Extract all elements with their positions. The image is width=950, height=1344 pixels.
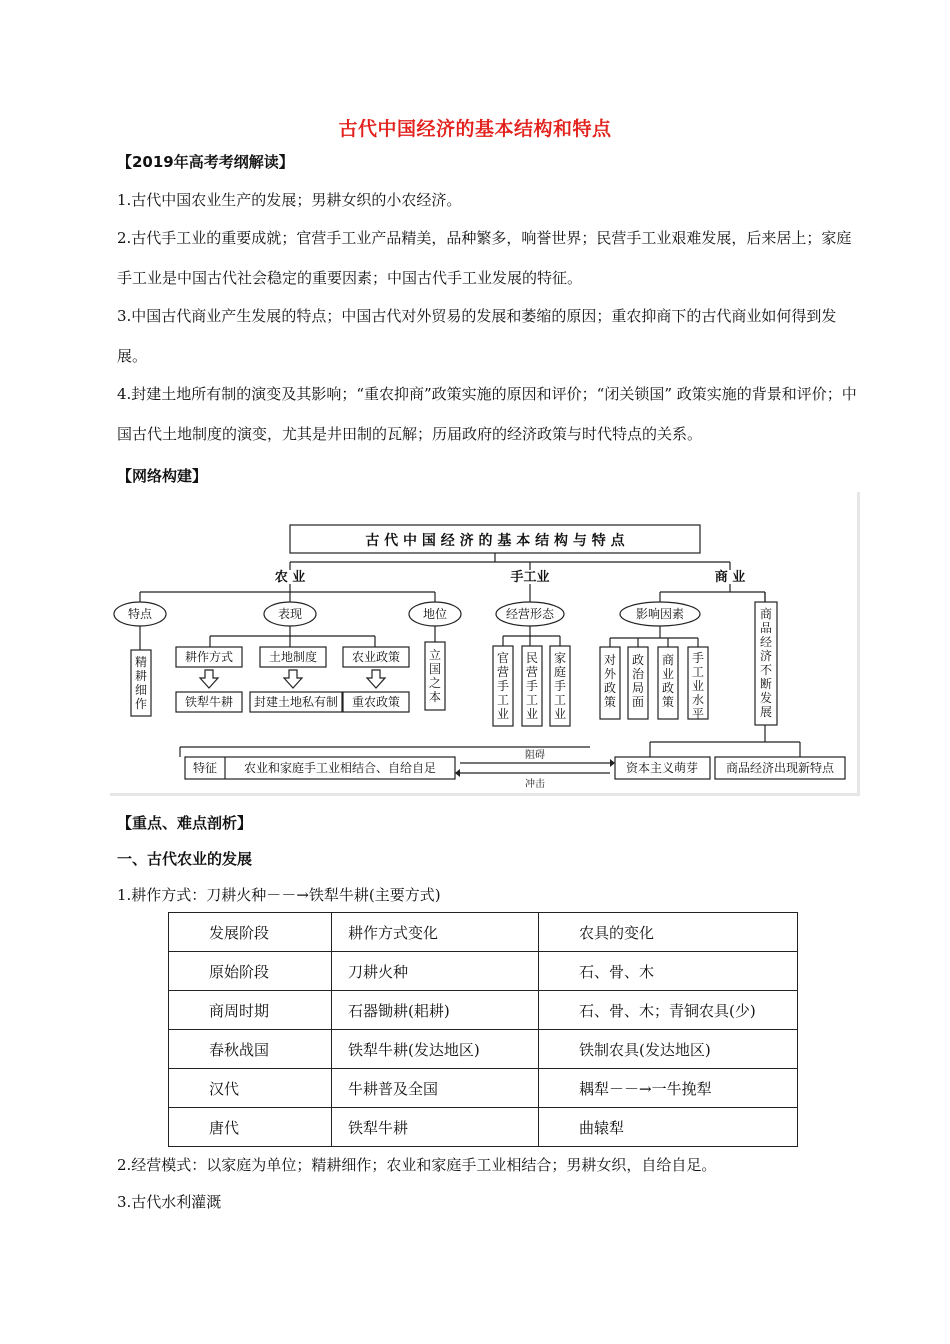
outline-item-2: [117, 218, 865, 298]
diagram-title: 古 代 中 国 经 济 的 基 本 结 构 与 特 点: [365, 533, 625, 549]
table-header-cell: 发展阶段: [169, 913, 332, 952]
table-row: [169, 1108, 798, 1147]
oval-management: 经营形态: [505, 607, 555, 621]
branch-commerce: 商 业: [714, 570, 746, 585]
table-cell: 唐代: [169, 1108, 332, 1147]
economy-structure-diagram: [110, 492, 860, 796]
oval-performance: 表现: [277, 607, 303, 621]
arrow-impact: 冲击: [525, 779, 545, 790]
table-cell: 春秋战国: [169, 1030, 332, 1069]
outline-item-4-text: 4.封建土地所有制的演变及其影响；“重农抑商”政策实施的原因和评价；“闭关锁国” 政策实施的背景和评价；中国古代土地制度的演变，尤其是井田制的瓦解；历届政府的经济政策与时代特点的关系。: [117, 385, 857, 443]
table-cell: 铁犁牛耕: [332, 1108, 539, 1147]
table-row: [169, 1030, 798, 1069]
box-agri-policy: 农业政策: [351, 650, 401, 664]
table-cell: 商周时期: [169, 991, 332, 1030]
oval-status: 地位: [422, 607, 448, 621]
table-row: [169, 1069, 798, 1108]
oval-feature: 特点: [127, 607, 153, 621]
box-private-land: 封建土地私有制: [253, 695, 339, 709]
vbox-commerce-policy: 商业政策: [661, 653, 675, 709]
table-cell: 曲辕犁: [539, 1108, 798, 1147]
irrigation-line: 3.古代水利灌溉: [117, 1193, 222, 1211]
vbox-private: 民营手工业: [525, 651, 539, 721]
agri-development-heading: 一、古代农业的发展: [117, 850, 253, 868]
cultivation-line: 1.耕作方式：刀耕火种－－→铁犁牛耕(主要方式): [117, 886, 441, 904]
table-cell: 耦犁－－→一牛挽犁: [539, 1069, 798, 1108]
vbox-political: 政治局面: [631, 653, 645, 709]
box-land-system: 土地制度: [268, 650, 318, 664]
box-cultivation: 耕作方式: [184, 650, 234, 664]
outline-item-1-text: 1.古代中国农业生产的发展；男耕女织的小农经济。: [117, 191, 462, 209]
arrow-hinder: 阻碍: [525, 750, 545, 761]
branch-agriculture: 农 业: [274, 570, 306, 585]
outline-item-3-text: 3.中国古代商业产生发展的特点；中国古代对外贸易的发展和萎缩的原因；重农抑商下的古代商业如何得到发展。: [117, 307, 837, 365]
vbox-family: 家庭手工业: [553, 651, 567, 721]
table-cell: 汉代: [169, 1069, 332, 1108]
table-header-cell: 农具的变化: [539, 913, 798, 952]
table-row: [169, 952, 798, 991]
outline-item-1: [117, 180, 865, 220]
feature-text: 农业和家庭手工业相结合、自给自足: [243, 761, 437, 775]
oval-factors: 影响因素: [635, 607, 685, 621]
branch-handicraft: 手工业: [510, 570, 550, 585]
outline-item-4: [117, 374, 865, 454]
box-agri-first: 重农政策: [351, 695, 401, 709]
vbox-foreign: 对外政策: [603, 653, 617, 709]
vbox-foundation: 立国之本: [428, 648, 442, 704]
box-new-features: 商品经济出现新特点: [725, 761, 835, 775]
outline-item-3: [117, 296, 865, 376]
feature-label: 特征: [192, 761, 218, 775]
table-cell: 铁犁牛耕(发达地区): [332, 1030, 539, 1069]
vbox-intensive: 精耕细作: [134, 655, 148, 711]
table-cell: 刀耕火种: [332, 952, 539, 991]
outline-item-2-text: 2.古代手工业的重要成就；官营手工业产品精美，品种繁多，响誉世界；民营手工业艰难发展，后来居上；家庭手工业是中国古代社会稳定的重要因素；中国古代手工业发展的特征。: [117, 229, 852, 287]
table-cell: 牛耕普及全国: [332, 1069, 539, 1108]
vbox-official: 官营手工业: [496, 651, 510, 721]
box-iron-plow: 铁犁牛耕: [184, 695, 234, 709]
network-heading: 【网络构建】: [117, 467, 208, 485]
table-cell: 铁制农具(发达地区): [539, 1030, 798, 1069]
vbox-commodity: 商品经济不断发展: [759, 607, 773, 719]
table-row: [169, 991, 798, 1030]
table-cell: 石、骨、木: [539, 952, 798, 991]
table-cell: 石器锄耕(耜耕): [332, 991, 539, 1030]
table-header: [169, 913, 798, 952]
management-line: 2.经营模式：以家庭为单位；精耕细作；农业和家庭手工业相结合；男耕女织，自给自足。: [117, 1156, 717, 1174]
box-capitalism-sprout: 资本主义萌芽: [625, 761, 699, 775]
table-cell: 原始阶段: [169, 952, 332, 991]
outline-heading: 【2019年高考考纲解读】: [117, 153, 294, 171]
table-cell: 石、骨、木；青铜农具(少): [539, 991, 798, 1030]
analysis-heading: 【重点、难点剖析】: [117, 814, 253, 832]
agri-table: [168, 912, 798, 1147]
page-title: 古代中国经济的基本结构和特点: [338, 118, 612, 140]
table-header-cell: 耕作方式变化: [332, 913, 539, 952]
vbox-craft-level: 手工业水平: [691, 651, 705, 721]
